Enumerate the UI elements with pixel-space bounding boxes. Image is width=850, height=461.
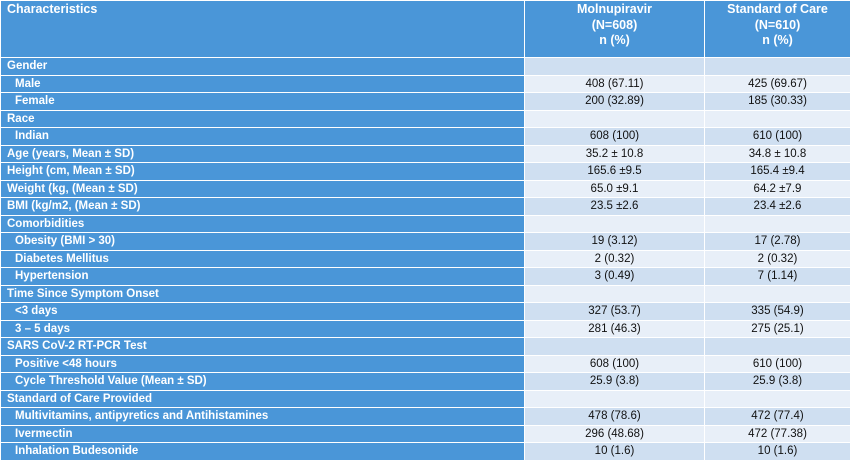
molnupiravir-value: 3 (0.49) xyxy=(525,268,704,285)
row-label: Diabetes Mellitus xyxy=(1,251,524,268)
table-row xyxy=(1,408,850,425)
table-row xyxy=(1,286,850,303)
molnupiravir-value: 23.5 ±2.6 xyxy=(525,198,704,215)
soc-value xyxy=(705,58,850,75)
soc-value: 2 (0.32) xyxy=(705,251,850,268)
soc-value: 23.4 ±2.6 xyxy=(705,198,850,215)
soc-value xyxy=(705,391,850,408)
molnupiravir-value: 65.0 ±9.1 xyxy=(525,181,704,198)
row-label: 3 – 5 days xyxy=(1,321,524,338)
molnupiravir-unit: n (%) xyxy=(599,33,630,47)
row-label: Obesity (BMI > 30) xyxy=(1,233,524,250)
molnupiravir-header xyxy=(525,1,704,57)
soc-value xyxy=(705,286,850,303)
molnupiravir-value: 296 (48.68) xyxy=(525,426,704,443)
row-label: SARS CoV-2 RT-PCR Test xyxy=(1,338,524,355)
table-row xyxy=(1,128,850,145)
molnupiravir-n: (N=608) xyxy=(591,17,638,32)
row-label: <3 days xyxy=(1,303,524,320)
row-label: Hypertension xyxy=(1,268,524,285)
table-row xyxy=(1,426,850,443)
table-row xyxy=(1,268,850,285)
table-row xyxy=(1,181,850,198)
soc-value: 425 (69.67) xyxy=(705,76,850,93)
molnupiravir-name: Molnupiravir xyxy=(576,2,652,16)
table-row xyxy=(1,76,850,93)
row-label: Indian xyxy=(1,128,524,145)
row-label: Weight (kg, (Mean ± SD) xyxy=(1,181,524,198)
row-label: Ivermectin xyxy=(1,426,524,443)
row-label: Comorbidities xyxy=(1,216,524,233)
table-row xyxy=(1,111,850,128)
molnupiravir-value: 165.6 ±9.5 xyxy=(525,163,704,180)
soc-name: Standard of Care xyxy=(727,2,828,16)
table-row xyxy=(1,146,850,163)
table-row xyxy=(1,58,850,75)
row-label: Height (cm, Mean ± SD) xyxy=(1,163,524,180)
soc-value: 472 (77.4) xyxy=(705,408,850,425)
row-label: Multivitamins, antipyretics and Antihistamines xyxy=(1,408,524,425)
characteristics-header xyxy=(1,1,524,57)
soc-value: 7 (1.14) xyxy=(705,268,850,285)
soc-value xyxy=(705,111,850,128)
table-row xyxy=(1,233,850,250)
soc-value: 185 (30.33) xyxy=(705,93,850,110)
table-row xyxy=(1,216,850,233)
molnupiravir-value: 608 (100) xyxy=(525,356,704,373)
soc-unit: n (%) xyxy=(762,33,793,47)
soc-value xyxy=(705,216,850,233)
table-row xyxy=(1,303,850,320)
soc-value: 275 (25.1) xyxy=(705,321,850,338)
soc-value: 472 (77.38) xyxy=(705,426,850,443)
table-row xyxy=(1,163,850,180)
row-label: Race xyxy=(1,111,524,128)
molnupiravir-value: 35.2 ± 10.8 xyxy=(525,146,704,163)
table-row xyxy=(1,321,850,338)
molnupiravir-value xyxy=(525,216,704,233)
table-row xyxy=(1,391,850,408)
table-row xyxy=(1,93,850,110)
molnupiravir-value: 608 (100) xyxy=(525,128,704,145)
row-label: Gender xyxy=(1,58,524,75)
molnupiravir-value: 327 (53.7) xyxy=(525,303,704,320)
row-label: Positive <48 hours xyxy=(1,356,524,373)
table-row xyxy=(1,198,850,215)
soc-value: 17 (2.78) xyxy=(705,233,850,250)
table-row xyxy=(1,338,850,355)
molnupiravir-value xyxy=(525,58,704,75)
molnupiravir-value: 10 (1.6) xyxy=(525,443,704,460)
soc-header xyxy=(705,1,850,57)
row-label: Cycle Threshold Value (Mean ± SD) xyxy=(1,373,524,390)
molnupiravir-value xyxy=(525,111,704,128)
molnupiravir-value xyxy=(525,391,704,408)
row-label: Male xyxy=(1,76,524,93)
row-label: Age (years, Mean ± SD) xyxy=(1,146,524,163)
soc-value: 10 (1.6) xyxy=(705,443,850,460)
row-label: Female xyxy=(1,93,524,110)
molnupiravir-value: 2 (0.32) xyxy=(525,251,704,268)
row-label: Inhalation Budesonide xyxy=(1,443,524,460)
soc-value: 335 (54.9) xyxy=(705,303,850,320)
molnupiravir-value: 281 (46.3) xyxy=(525,321,704,338)
molnupiravir-value: 478 (78.6) xyxy=(525,408,704,425)
soc-value: 610 (100) xyxy=(705,356,850,373)
header-row xyxy=(1,1,850,57)
table-row xyxy=(1,251,850,268)
soc-value: 64.2 ±7.9 xyxy=(705,181,850,198)
molnupiravir-value: 19 (3.12) xyxy=(525,233,704,250)
molnupiravir-value xyxy=(525,338,704,355)
molnupiravir-value: 25.9 (3.8) xyxy=(525,373,704,390)
row-label: Time Since Symptom Onset xyxy=(1,286,524,303)
soc-n: (N=610) xyxy=(754,17,801,32)
soc-value xyxy=(705,338,850,355)
row-label: BMI (kg/m2, (Mean ± SD) xyxy=(1,198,524,215)
characteristics-header-label: Characteristics xyxy=(7,2,98,16)
soc-value: 165.4 ±9.4 xyxy=(705,163,850,180)
row-label: Standard of Care Provided xyxy=(1,391,524,408)
table-row xyxy=(1,356,850,373)
table-row xyxy=(1,443,850,460)
soc-value: 610 (100) xyxy=(705,128,850,145)
table-row xyxy=(1,373,850,390)
soc-value: 34.8 ± 10.8 xyxy=(705,146,850,163)
molnupiravir-value: 200 (32.89) xyxy=(525,93,704,110)
molnupiravir-value xyxy=(525,286,704,303)
molnupiravir-value: 408 (67.11) xyxy=(525,76,704,93)
soc-value: 25.9 (3.8) xyxy=(705,373,850,390)
